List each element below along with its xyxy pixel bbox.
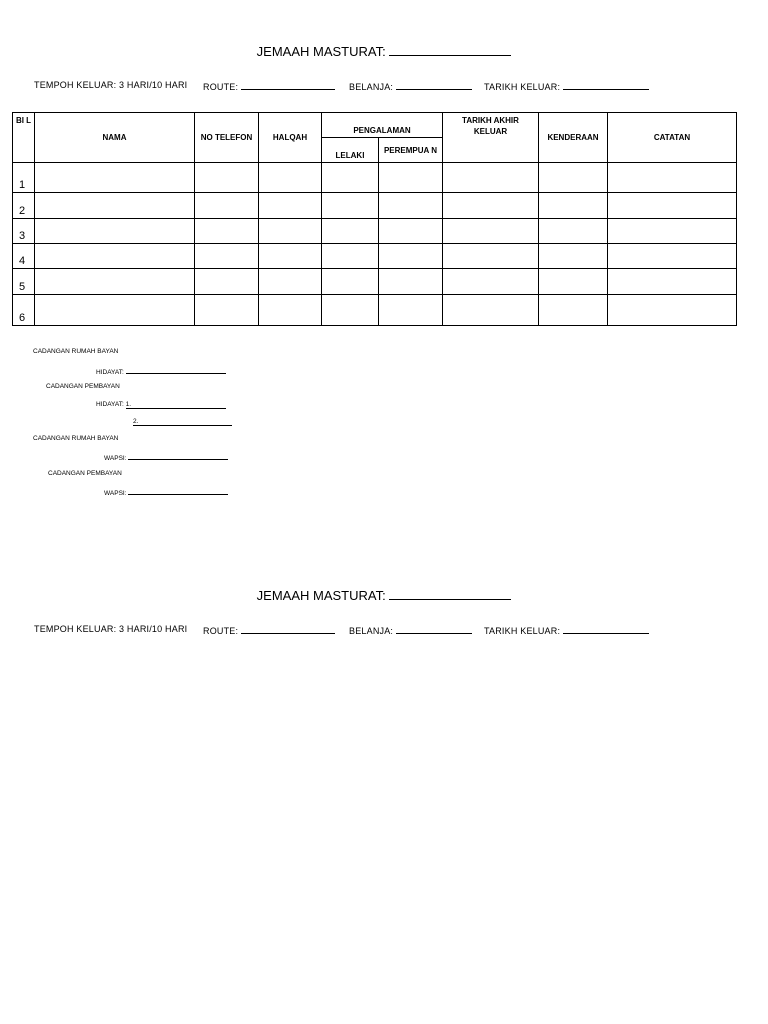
table-row — [13, 295, 737, 326]
row-number: 6 — [13, 295, 35, 326]
note-wapsi-2-blank[interactable] — [128, 487, 228, 495]
cell-perempuan[interactable] — [379, 219, 443, 244]
cell-tarikh-akhir[interactable] — [443, 193, 539, 219]
form1-title-label: JEMAAH MASTURAT: — [256, 44, 390, 59]
header-nama: NAMA — [35, 113, 195, 163]
cell-catatan[interactable] — [608, 244, 737, 269]
cell-tarikh-akhir[interactable] — [443, 244, 539, 269]
cell-perempuan[interactable] — [379, 269, 443, 295]
cell-nama[interactable] — [35, 295, 195, 326]
note-item-1-blank[interactable] — [126, 401, 226, 409]
header-tarikh-akhir-keluar: TARIKH AKHIR KELUAR — [443, 113, 539, 163]
cell-tarikh-akhir[interactable] — [443, 219, 539, 244]
note-item-1: 1. — [125, 401, 132, 408]
cell-halqah[interactable] — [259, 269, 322, 295]
note-wapsi-1 — [104, 452, 228, 462]
header-perempuan: PEREMPUA N — [379, 138, 443, 163]
cell-no-telefon[interactable] — [195, 163, 259, 193]
cell-kenderaan[interactable] — [539, 163, 608, 193]
cell-lelaki[interactable] — [322, 244, 379, 269]
cell-tarikh-akhir[interactable] — [443, 295, 539, 326]
note-hidayat-1-blank[interactable] — [126, 366, 226, 374]
row-number: 2 — [13, 193, 35, 219]
cell-no-telefon[interactable] — [195, 193, 259, 219]
cell-perempuan[interactable] — [379, 163, 443, 193]
cell-catatan[interactable] — [608, 295, 737, 326]
note-item-2-blank[interactable] — [133, 418, 232, 426]
table-row — [13, 163, 737, 193]
cell-kenderaan[interactable] — [539, 244, 608, 269]
cell-no-telefon[interactable] — [195, 219, 259, 244]
note-cadangan-rumah-bayan-2: CADANGAN RUMAH BAYAN — [33, 435, 119, 442]
header-kenderaan: KENDERAAN — [539, 113, 608, 163]
cell-lelaki[interactable] — [322, 219, 379, 244]
form1-tempoh: TEMPOH KELUAR: 3 HARI/10 HARI — [34, 80, 188, 90]
note-hidayat-2-label: HIDAYAT: — [96, 401, 126, 408]
header-catatan: CATATAN — [608, 113, 737, 163]
table-row — [13, 244, 737, 269]
table-row — [13, 269, 737, 295]
form2-belanja-blank[interactable] — [396, 624, 472, 634]
register-table — [12, 112, 737, 326]
form1-belanja-blank[interactable] — [396, 80, 472, 90]
cell-lelaki[interactable] — [322, 193, 379, 219]
row-number: 4 — [13, 244, 35, 269]
form2-route-blank[interactable] — [241, 624, 335, 634]
header-no-telefon: NO TELEFON — [195, 113, 259, 163]
table-row — [13, 219, 737, 244]
cell-catatan[interactable] — [608, 269, 737, 295]
form1-belanja — [349, 80, 472, 92]
cell-kenderaan[interactable] — [539, 193, 608, 219]
form1-tarikh-keluar — [484, 80, 649, 92]
cell-nama[interactable] — [35, 219, 195, 244]
form1-belanja-label: BELANJA: — [349, 82, 396, 92]
note-cadangan-pembayan-1: CADANGAN PEMBAYAN — [46, 383, 120, 390]
form1-route-blank[interactable] — [241, 80, 335, 90]
header-bil: BI L — [13, 113, 35, 163]
form1-tarikh-keluar-label: TARIKH KELUAR: — [484, 82, 563, 92]
header-lelaki: LELAKI — [322, 138, 379, 163]
cell-kenderaan[interactable] — [539, 295, 608, 326]
form1-tarikh-keluar-blank[interactable] — [563, 80, 649, 90]
form2-tempoh: TEMPOH KELUAR: 3 HARI/10 HARI — [34, 624, 188, 634]
cell-halqah[interactable] — [259, 219, 322, 244]
cell-kenderaan[interactable] — [539, 269, 608, 295]
cell-perempuan[interactable] — [379, 244, 443, 269]
form2-route-label: ROUTE: — [203, 626, 241, 636]
form2-tarikh-keluar-label: TARIKH KELUAR: — [484, 626, 563, 636]
note-wapsi-2-label: WAPSI: — [104, 490, 129, 497]
cell-lelaki[interactable] — [322, 163, 379, 193]
form1-title-blank[interactable] — [389, 44, 511, 56]
form2-title-blank[interactable] — [389, 588, 511, 600]
form2-route — [203, 624, 335, 636]
note-hidayat-1 — [96, 366, 226, 376]
cell-lelaki[interactable] — [322, 269, 379, 295]
cell-tarikh-akhir[interactable] — [443, 163, 539, 193]
form2-belanja-label: BELANJA: — [349, 626, 396, 636]
cell-lelaki[interactable] — [322, 295, 379, 326]
form2-tarikh-keluar — [484, 624, 649, 636]
cell-kenderaan[interactable] — [539, 219, 608, 244]
note-item-2-line — [133, 418, 232, 426]
cell-perempuan[interactable] — [379, 295, 443, 326]
cell-no-telefon[interactable] — [195, 244, 259, 269]
cell-tarikh-akhir[interactable] — [443, 269, 539, 295]
cell-nama[interactable] — [35, 269, 195, 295]
note-hidayat-1-label: HIDAYAT: — [96, 369, 126, 376]
form1-route — [203, 80, 335, 92]
cell-nama[interactable] — [35, 193, 195, 219]
header-halqah: HALQAH — [259, 113, 322, 163]
note-wapsi-2 — [104, 487, 228, 497]
cell-perempuan[interactable] — [379, 193, 443, 219]
cell-catatan[interactable] — [608, 163, 737, 193]
note-cadangan-rumah-bayan-1: CADANGAN RUMAH BAYAN — [33, 348, 119, 355]
cell-halqah[interactable] — [259, 244, 322, 269]
form1-route-label: ROUTE: — [203, 82, 241, 92]
note-item-2: 2. — [133, 418, 139, 425]
cell-halqah[interactable] — [259, 295, 322, 326]
form2-tarikh-keluar-blank[interactable] — [563, 624, 649, 634]
note-hidayat-2 — [96, 401, 226, 409]
cell-nama[interactable] — [35, 163, 195, 193]
cell-catatan[interactable] — [608, 193, 737, 219]
form2-belanja — [349, 624, 472, 636]
cell-halqah[interactable] — [259, 163, 322, 193]
cell-no-telefon[interactable] — [195, 269, 259, 295]
form2-title — [0, 588, 768, 603]
form2-title-label: JEMAAH MASTURAT: — [256, 588, 390, 603]
note-cadangan-pembayan-2: CADANGAN PEMBAYAN — [48, 470, 122, 477]
cell-halqah[interactable] — [259, 193, 322, 219]
form1-title — [0, 44, 768, 59]
row-number: 5 — [13, 269, 35, 295]
header-pengalaman: PENGALAMAN — [322, 113, 443, 138]
cell-no-telefon[interactable] — [195, 295, 259, 326]
row-number: 3 — [13, 219, 35, 244]
row-number: 1 — [13, 163, 35, 193]
cell-nama[interactable] — [35, 244, 195, 269]
note-wapsi-1-blank[interactable] — [128, 452, 228, 460]
note-wapsi-1-label: WAPSI: — [104, 455, 129, 462]
table-row — [13, 193, 737, 219]
cell-catatan[interactable] — [608, 219, 737, 244]
